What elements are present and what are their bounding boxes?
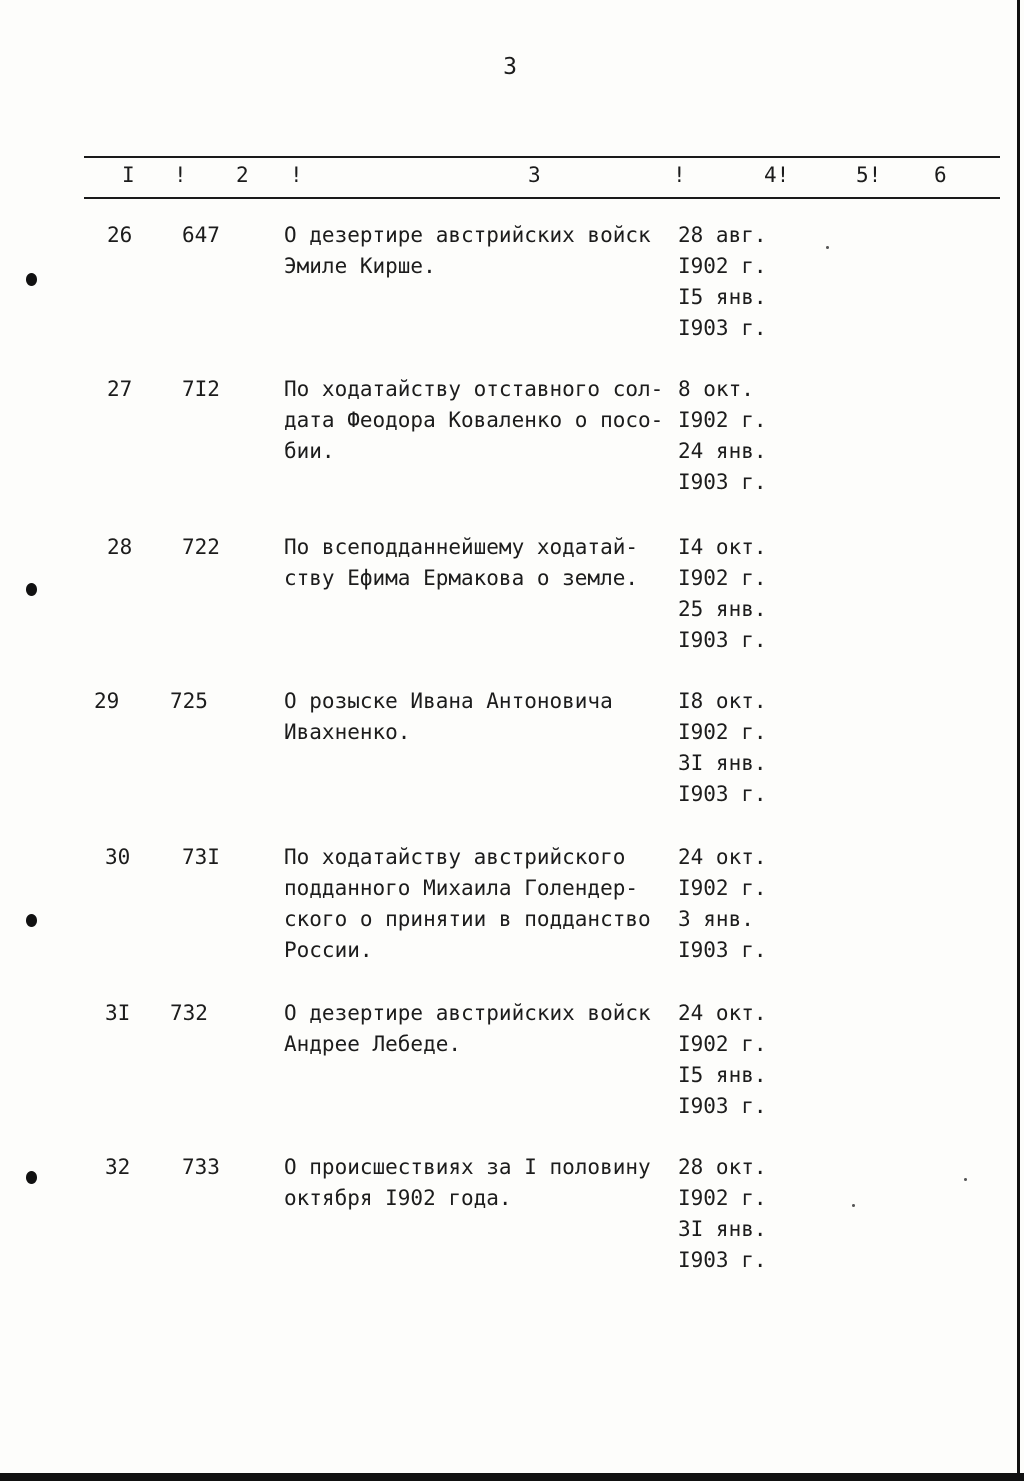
row-dates xyxy=(678,686,818,810)
description-line: России. xyxy=(284,938,373,962)
table-header xyxy=(0,163,1024,189)
description-line: О розыске Ивана Антоновича xyxy=(284,689,613,713)
row-case-number: 7I2 xyxy=(182,377,220,401)
scan-speck xyxy=(964,1178,967,1181)
date-line: 3I янв. xyxy=(678,751,767,775)
scan-edge-right xyxy=(1017,0,1020,1481)
header-col-2: 2 xyxy=(236,163,249,187)
date-line: I902 г. xyxy=(678,408,767,432)
header-col-5: 5! xyxy=(856,163,882,187)
row-dates xyxy=(678,842,818,966)
header-separator-1: ! xyxy=(174,163,187,187)
date-line: 3 янв. xyxy=(678,907,754,931)
description-line: Андрее Лебеде. xyxy=(284,1032,462,1056)
date-line: I5 янв. xyxy=(678,1063,767,1087)
page-number: 3 xyxy=(503,54,517,80)
header-separator-2: ! xyxy=(290,163,303,187)
date-line: I902 г. xyxy=(678,1032,767,1056)
date-line: I902 г. xyxy=(678,1186,767,1210)
row-sequence-number: 27 xyxy=(107,377,133,401)
description-line: бии. xyxy=(284,439,335,463)
punch-hole xyxy=(26,1171,37,1184)
row-dates xyxy=(678,532,818,656)
date-line: I903 г. xyxy=(678,316,767,340)
date-line: 25 янв. xyxy=(678,597,767,621)
table-top-rule xyxy=(84,156,1000,158)
date-line: I4 окт. xyxy=(678,535,767,559)
scan-speck xyxy=(826,246,829,249)
description-line: октября I902 года. xyxy=(284,1186,512,1210)
description-line: О дезертире австрийских войск xyxy=(284,1001,651,1025)
description-line: О происшествиях за I половину xyxy=(284,1155,651,1179)
row-sequence-number: 28 xyxy=(107,535,133,559)
punch-hole xyxy=(26,914,37,927)
date-line: I5 янв. xyxy=(678,285,767,309)
row-description xyxy=(284,1152,676,1214)
punch-hole xyxy=(26,273,37,286)
header-col-1: I xyxy=(122,163,135,187)
date-line: I903 г. xyxy=(678,1094,767,1118)
row-sequence-number: 26 xyxy=(107,223,133,247)
description-line: По ходатайству отставного сол- xyxy=(284,377,664,401)
description-line: Эмиле Кирше. xyxy=(284,254,436,278)
row-description xyxy=(284,998,676,1060)
date-line: I903 г. xyxy=(678,938,767,962)
date-line: 24 янв. xyxy=(678,439,767,463)
date-line: 24 окт. xyxy=(678,845,767,869)
date-line: I903 г. xyxy=(678,1248,767,1272)
date-line: I903 г. xyxy=(678,470,767,494)
row-sequence-number: 30 xyxy=(105,845,131,869)
date-line: I902 г. xyxy=(678,254,767,278)
header-col-3: 3 xyxy=(528,163,541,187)
row-description xyxy=(284,220,676,282)
description-line: Ивахненко. xyxy=(284,720,411,744)
header-col-4: 4! xyxy=(764,163,790,187)
row-dates xyxy=(678,374,818,498)
date-line: 28 окт. xyxy=(678,1155,767,1179)
description-line: дата Феодора Коваленко о посо- xyxy=(284,408,664,432)
date-line: 3I янв. xyxy=(678,1217,767,1241)
date-line: I8 окт. xyxy=(678,689,767,713)
scan-speck xyxy=(852,1204,855,1207)
description-line: По ходатайству австрийского xyxy=(284,845,626,869)
row-case-number: 733 xyxy=(182,1155,220,1179)
description-line: подданного Михаила Голендер- xyxy=(284,876,639,900)
date-line: I902 г. xyxy=(678,720,767,744)
description-line: По всеподданнейшему ходатай- xyxy=(284,535,639,559)
date-line: 28 авг. xyxy=(678,223,767,247)
row-dates xyxy=(678,998,818,1122)
row-case-number: 73I xyxy=(182,845,220,869)
date-line: 24 окт. xyxy=(678,1001,767,1025)
row-dates xyxy=(678,220,818,344)
description-line: О дезертире австрийских войск xyxy=(284,223,651,247)
row-sequence-number: 32 xyxy=(105,1155,131,1179)
description-line: ского о принятии в подданство xyxy=(284,907,651,931)
row-case-number: 722 xyxy=(182,535,220,559)
row-description xyxy=(284,842,676,966)
punch-hole xyxy=(26,583,37,596)
row-case-number: 647 xyxy=(182,223,220,247)
row-description xyxy=(284,374,676,467)
row-case-number: 732 xyxy=(170,1001,208,1025)
date-line: I902 г. xyxy=(678,876,767,900)
header-col-6: 6 xyxy=(934,163,947,187)
date-line: I903 г. xyxy=(678,782,767,806)
row-description xyxy=(284,532,676,594)
table-header-rule xyxy=(84,197,1000,199)
header-separator-3: ! xyxy=(673,163,686,187)
date-line: I902 г. xyxy=(678,566,767,590)
row-sequence-number: 29 xyxy=(94,689,120,713)
row-description xyxy=(284,686,676,748)
date-line: I903 г. xyxy=(678,628,767,652)
date-line: 8 окт. xyxy=(678,377,754,401)
row-case-number: 725 xyxy=(170,689,208,713)
scan-edge-bottom xyxy=(0,1473,1024,1481)
description-line: ству Ефима Ермакова о земле. xyxy=(284,566,639,590)
row-sequence-number: 3I xyxy=(105,1001,131,1025)
row-dates xyxy=(678,1152,818,1276)
